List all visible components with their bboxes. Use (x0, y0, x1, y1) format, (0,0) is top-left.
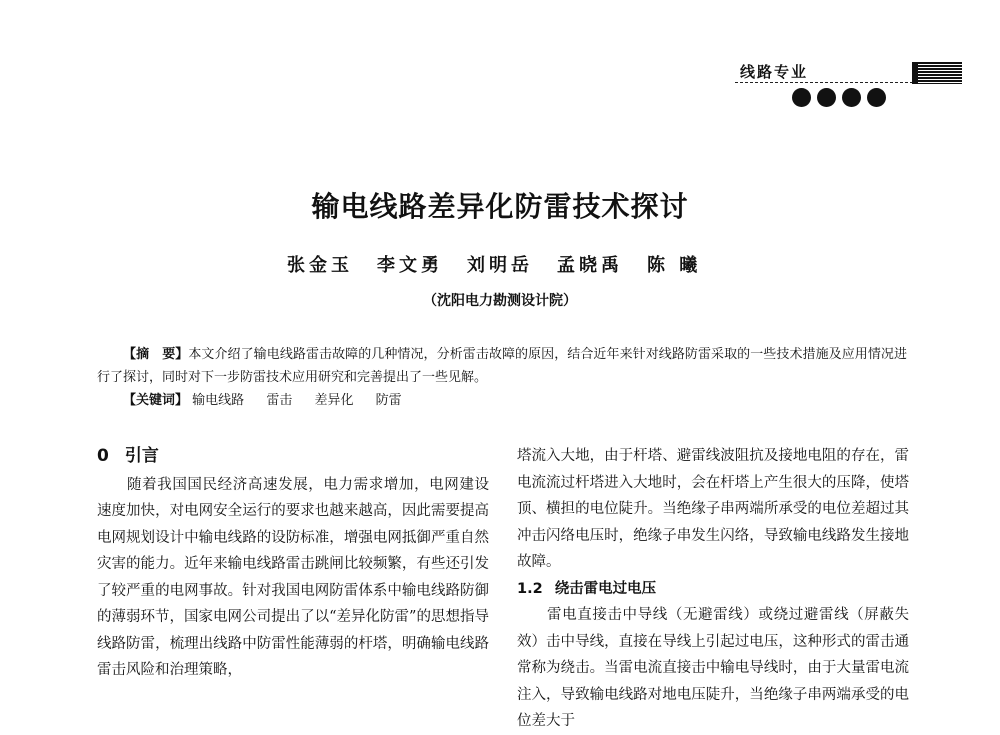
subsection-title: 绕击雷电过电压 (554, 580, 657, 597)
dot-icon (842, 88, 861, 107)
header-dashed-rule (735, 82, 913, 83)
body-paragraph: 雷电直接击中导线（无避雷线）或绕过避雷线（屏蔽失效）击中导线，直接在导线上引起过电压，这种形式的雷击通常称为绕击。当雷电流直接击中输电导线时，由于大量雷电流注入，导致输电线路对地电压陡升，当绝缘子串两端承受的电位差大于 (517, 607, 909, 729)
abstract-label: 【摘 要】 (123, 347, 189, 362)
header-bars-decoration (912, 62, 962, 84)
keywords-label: 【关键词】 (123, 393, 189, 408)
keyword: 差异化 (314, 393, 354, 408)
paper-title: 输电线路差异化防雷技术探讨 (311, 190, 689, 223)
subsection-heading (517, 576, 909, 603)
left-column (97, 443, 489, 684)
author: 张金玉 (287, 255, 353, 276)
abstract-block (97, 343, 907, 412)
keyword: 雷击 (266, 393, 293, 408)
keywords-line (97, 389, 907, 412)
abstract-text: 本文介绍了输电线路雷击故障的几种情况，分析雷击故障的原因，结合近年来针对线路防雷采取的一些技术措施及应用情况进行了探讨，同时对下一步防雷技术应用研究和完善提出了一些见解。 (97, 347, 907, 385)
section-heading (97, 443, 489, 470)
right-column (517, 443, 909, 735)
section-title: 引言 (124, 446, 159, 466)
dot-icon (817, 88, 836, 107)
author-list (287, 251, 701, 277)
keyword: 防雷 (375, 393, 402, 408)
keyword: 输电线路 (192, 393, 245, 408)
subsection-number: 1.2 (517, 580, 543, 597)
journal-section-label: 线路专业 (740, 63, 809, 81)
body-paragraph: 塔流入大地，由于杆塔、避雷线波阻抗及接地电阻的存在，雷电流流过杆塔进入大地时，会在杆塔上产生很大的压降，使塔顶、横担的电位陡升。当绝缘子串两端所承受的电位差超过其冲击闪络电压时，绝缘子串发生闪络，导致输电线路发生接地故障。 (517, 448, 909, 570)
author: 刘明岳 (467, 255, 533, 276)
dot-icon (792, 88, 811, 107)
section-number: 0 (97, 446, 109, 466)
author: 孟晓禹 (557, 255, 623, 276)
body-paragraph: 随着我国国民经济高速发展，电力需求增加，电网建设速度加快，对电网安全运行的要求也越来越高，因此需要提高电网规划设计中输电线路的设防标准，增强电网抵御严重自然灾害的能力。近年来输电线路雷击跳闸比较频繁，有些还引发了较严重的电网事故。针对我国电网防雷体系中输电线路防御的薄弱环节，国家电网公司提出了以“差异化防雷”的思想指导线路防雷，梳理出线路中防雷性能薄弱的杆塔，明确输电线路雷击风险和治理策略， (97, 476, 489, 678)
author: 陈 曦 (647, 255, 702, 276)
header-dots-decoration (792, 88, 886, 107)
author: 李文勇 (377, 255, 443, 276)
affiliation: （沈阳电力勘测设计院） (423, 293, 577, 309)
dot-icon (867, 88, 886, 107)
